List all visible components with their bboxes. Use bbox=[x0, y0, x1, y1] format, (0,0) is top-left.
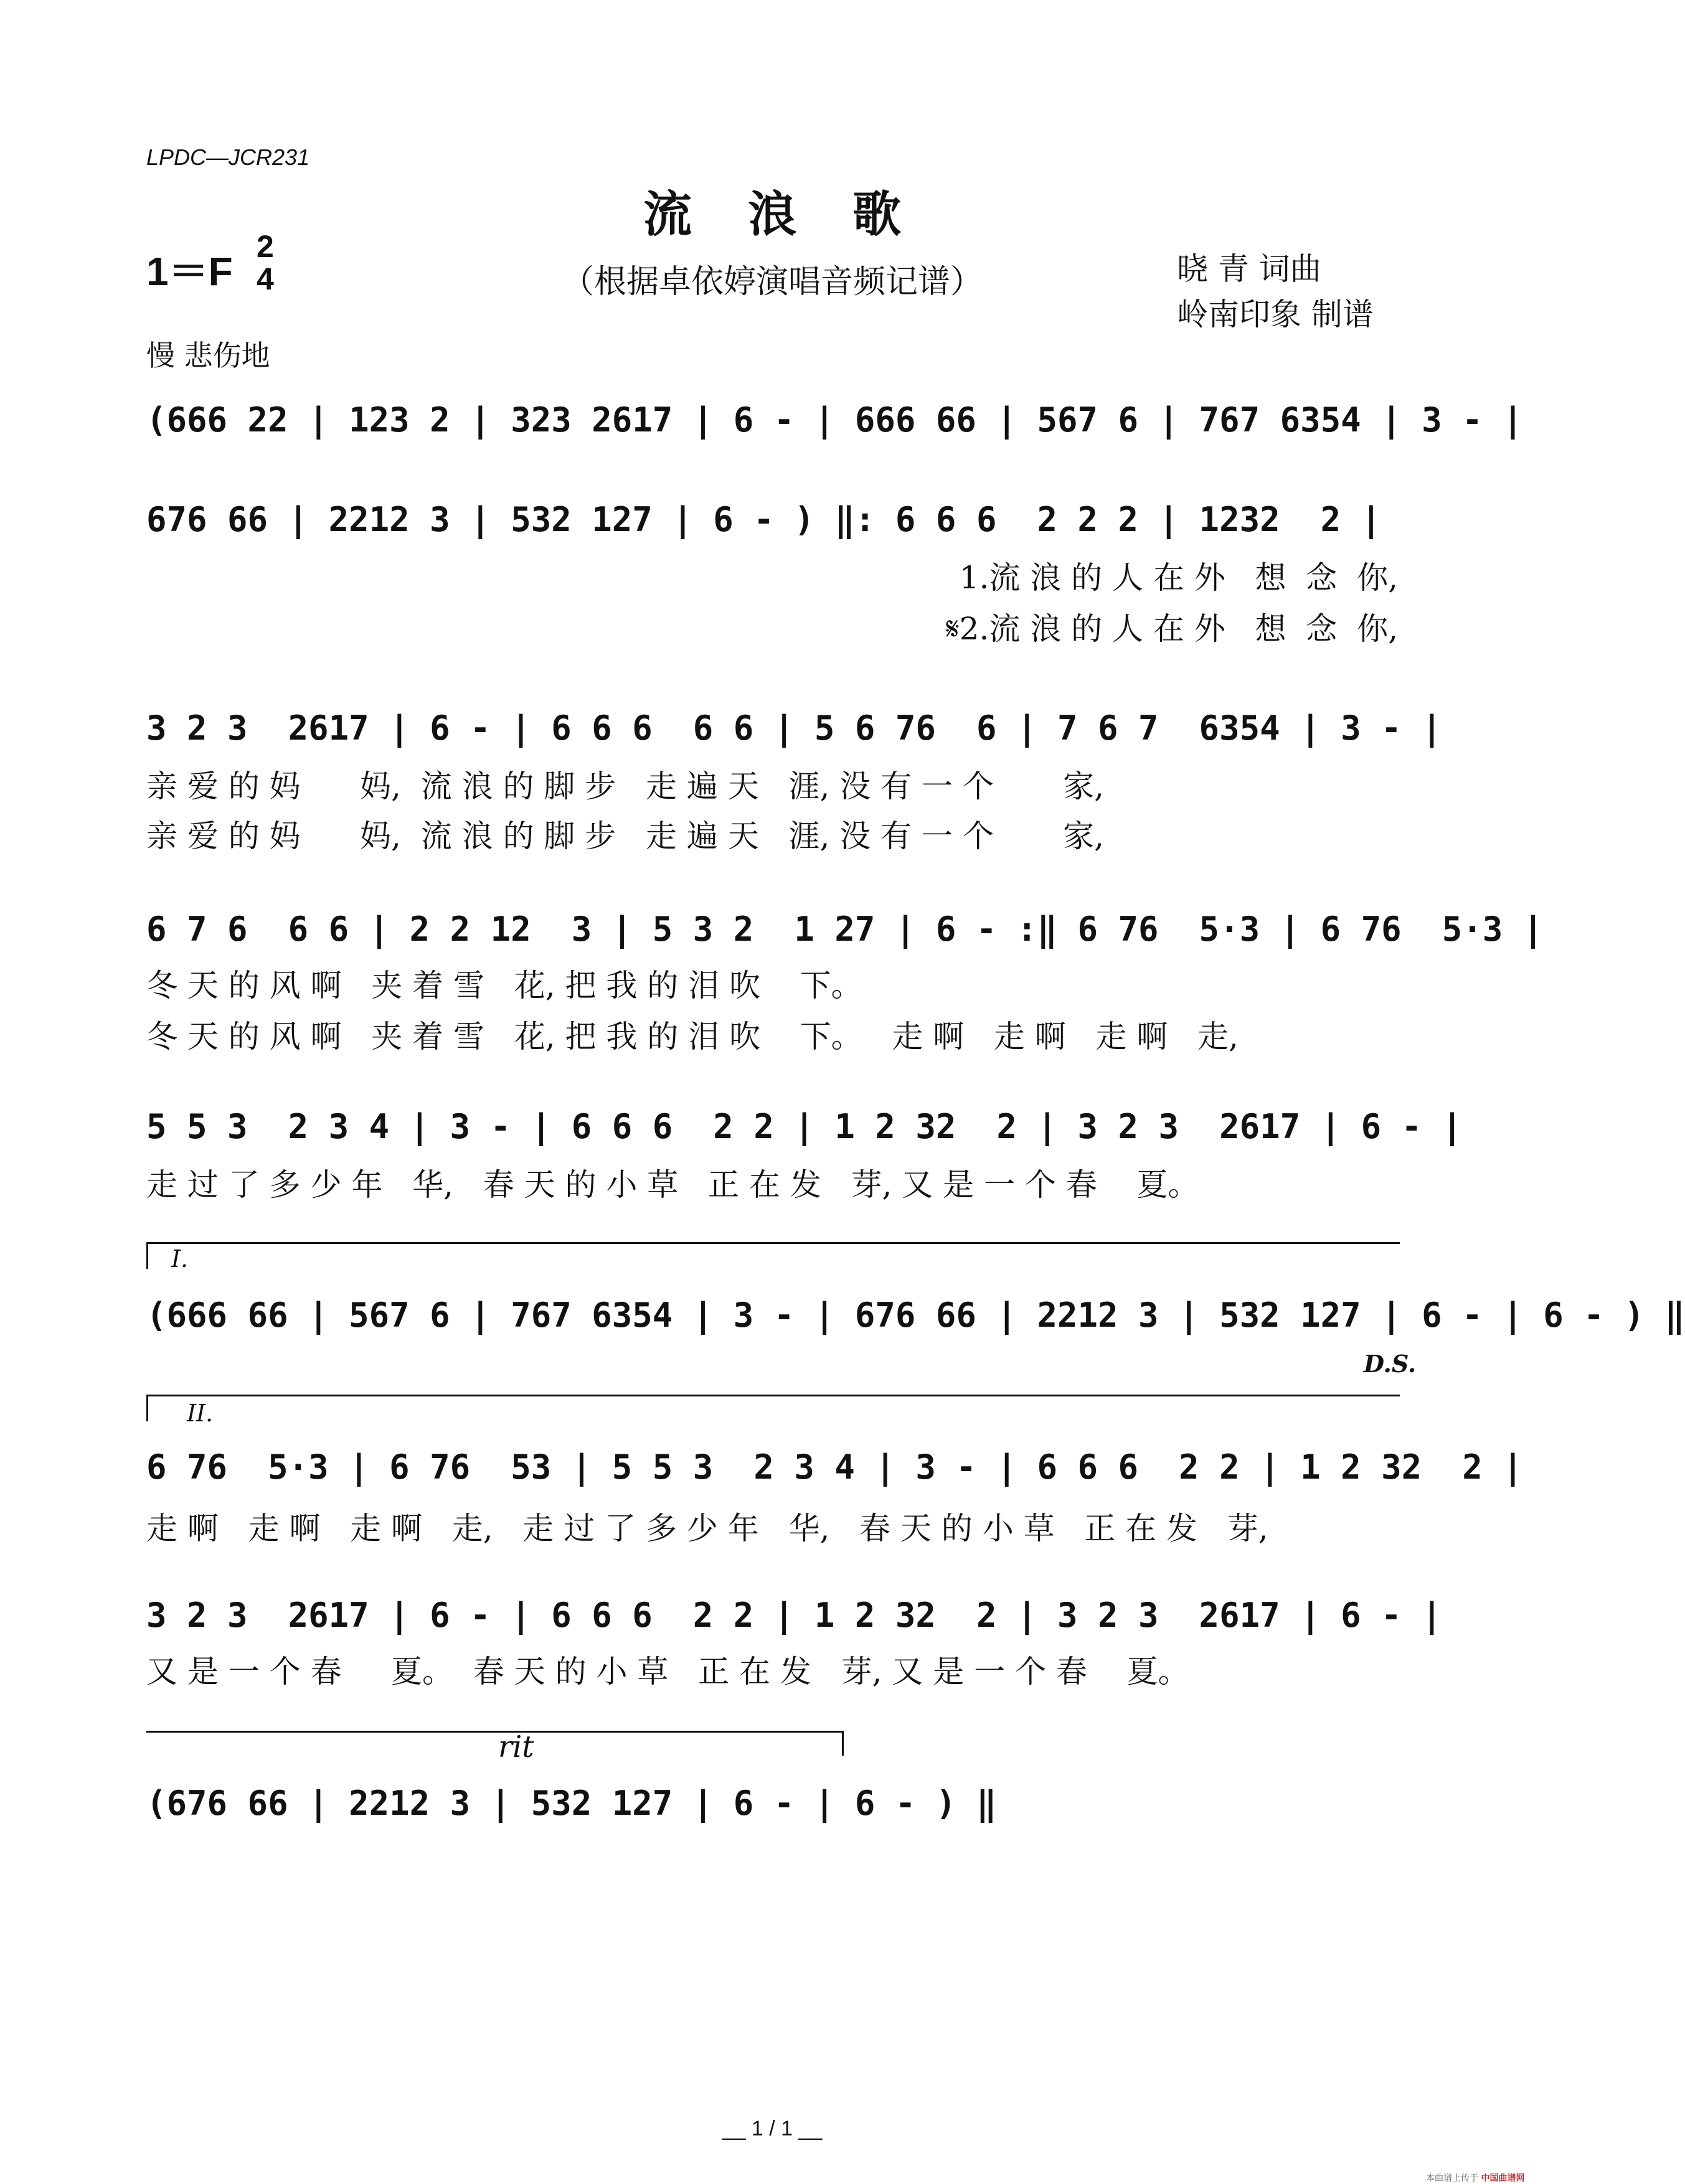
credit-lyrics-music: 晓 青 词曲 bbox=[1177, 251, 1321, 287]
lyric-line-3b: 亲 爱 的 妈 妈, 流 浪 的 脚 步 走 遍 天 涯, 没 有 一 个 家, bbox=[146, 818, 1105, 854]
ritardando-mark: rit bbox=[498, 1730, 534, 1764]
page-number: __ 1 / 1 __ bbox=[722, 2117, 823, 2140]
lyric-line-4a: 冬 天 的 风 啊 夹 着 雪 花, 把 我 的 泪 吹 下。 bbox=[146, 967, 862, 1004]
lyric-line-8: 又 是 一 个 春 夏。 春 天 的 小 草 正 在 发 芽, 又 是 一 个 春 夏。 bbox=[146, 1654, 1189, 1690]
notation-line-2: 676 66 | 2212 3 | 532 127 | 6 - ) ‖: 6 6 6 2 2 2 | 1232 2 | bbox=[146, 500, 1382, 539]
notation-line-7: 6 76 5·3 | 6 76 53 | 5 5 3 2 3 4 | 3 - | 6 6 6 2 2 | 1 2 32 2 | bbox=[146, 1447, 1523, 1487]
ending-1-label: I. bbox=[171, 1245, 189, 1273]
notation-line-1: (666 22 | 123 2 | 323 2617 | 6 - | 666 66 | 567 6 | 767 6354 | 3 - | bbox=[146, 400, 1523, 440]
notation-line-6: (666 66 | 567 6 | 767 6354 | 3 - | 676 66 | 2212 3 | 532 127 | 6 - | 6 - ) ‖ bbox=[146, 1296, 1685, 1335]
time-signature bbox=[257, 230, 274, 295]
tempo-marking: 慢 悲伤地 bbox=[146, 339, 270, 372]
lyric-line-7: 走 啊 走 啊 走 啊 走, 走 过 了 多 少 年 华, 春 天 的 小 草 正 在 发 芽, bbox=[146, 1510, 1268, 1546]
notation-line-8: 3 2 3 2617 | 6 - | 6 6 6 2 2 | 1 2 32 2 | 3 2 3 2617 | 6 - | bbox=[146, 1596, 1442, 1635]
notation-line-9: (676 66 | 2212 3 | 532 127 | 6 - | 6 - ) ‖ bbox=[146, 1784, 997, 1823]
song-title: 流浪歌 bbox=[643, 186, 957, 243]
coda-bracket-end bbox=[842, 1731, 844, 1756]
credit-notation: 岭南印象 制谱 bbox=[1177, 296, 1374, 332]
coda-bracket bbox=[146, 1731, 844, 1733]
song-subtitle: （根据卓依婷演唱音频记谱） bbox=[561, 263, 983, 301]
lyric-line-5: 走 过 了 多 少 年 华, 春 天 的 小 草 正 在 发 芽, 又 是 一 个 春 夏。 bbox=[146, 1167, 1199, 1203]
upload-stamp-text: 本曲谱上传于 bbox=[1426, 2173, 1478, 2183]
ending-2-bracket bbox=[146, 1395, 1400, 1421]
lyric-line-4b: 冬 天 的 风 啊 夹 着 雪 花, 把 我 的 泪 吹 下。 走 啊 走 啊 走 啊 走, bbox=[146, 1019, 1239, 1055]
lyric-line-3a: 亲 爱 的 妈 妈, 流 浪 的 脚 步 走 遍 天 涯, 没 有 一 个 家, bbox=[146, 768, 1105, 804]
lyric-verse-1: 1.流 浪 的 人 在 外 想 念 你, bbox=[959, 560, 1398, 596]
lyric-verse-2: 𝄋2.流 浪 的 人 在 外 想 念 你, bbox=[946, 611, 1398, 647]
score-code: LPDC—JCR231 bbox=[146, 144, 310, 170]
ending-2-label: II. bbox=[187, 1400, 214, 1427]
time-signature-top: 2 bbox=[257, 229, 274, 264]
time-signature-bottom: 4 bbox=[257, 261, 274, 296]
notation-line-5: 5 5 3 2 3 4 | 3 - | 6 6 6 2 2 | 1 2 32 2 | 3 2 3 2617 | 6 - | bbox=[146, 1107, 1463, 1146]
key-signature: 1＝F bbox=[146, 249, 233, 294]
dal-segno-mark: D.S. bbox=[1364, 1350, 1417, 1378]
notation-line-4: 6 7 6 6 6 | 2 2 12 3 | 5 3 2 1 27 | 6 - :‖ 6 76 5·3 | 6 76 5·3 | bbox=[146, 910, 1544, 949]
upload-stamp-brand: 中国曲谱网 bbox=[1481, 2173, 1525, 2183]
notation-line-3: 3 2 3 2617 | 6 - | 6 6 6 6 6 | 5 6 76 6 | 7 6 7 6354 | 3 - | bbox=[146, 708, 1442, 748]
ending-1-bracket bbox=[146, 1242, 1400, 1269]
upload-stamp bbox=[1426, 2172, 1524, 2184]
